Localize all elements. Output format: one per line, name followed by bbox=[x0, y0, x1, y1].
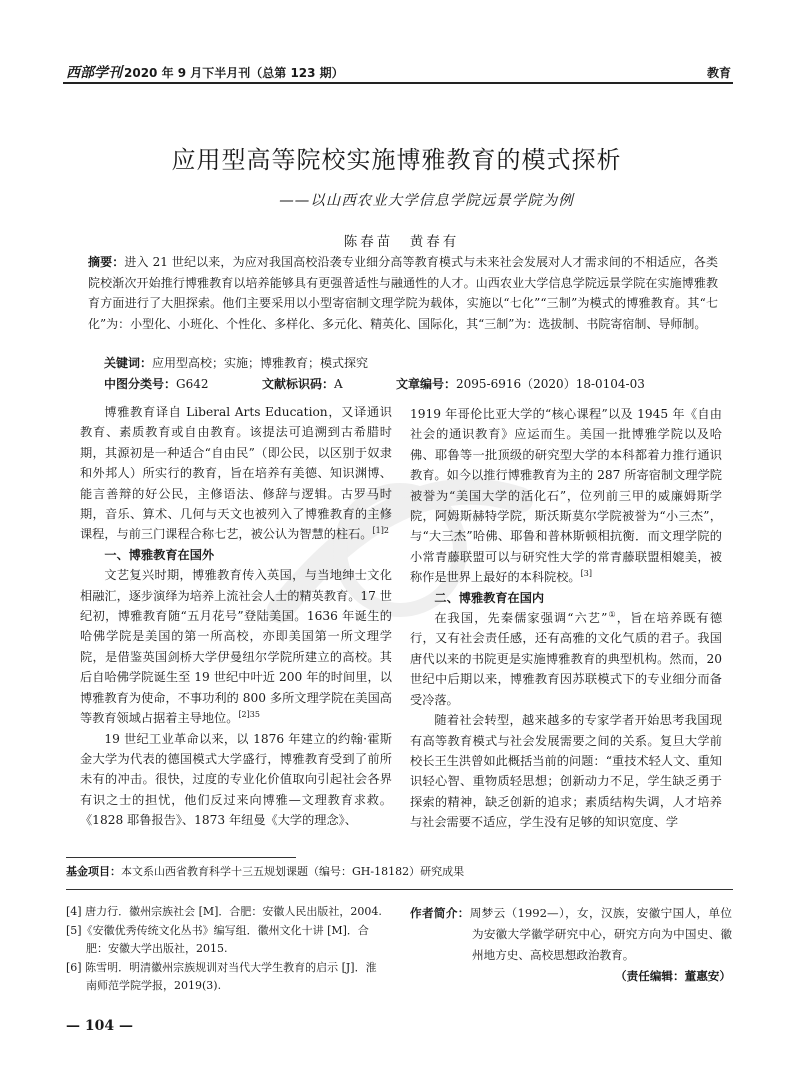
keywords-text: 应用型高校；实施；博雅教育；模式探究 bbox=[152, 356, 369, 370]
reference-item: [5]《安徽优秀传统文化丛书》编写组．徽州文化十讲 [M]．合肥：安徽大学出版社，2015. bbox=[66, 923, 369, 955]
citation: [3] bbox=[580, 569, 592, 579]
keywords bbox=[104, 354, 368, 371]
author-bio bbox=[410, 903, 732, 966]
clc-value: G642 bbox=[176, 377, 209, 391]
section-heading-domestic: 二、博雅教育在国内 bbox=[434, 590, 545, 605]
paragraph: 1919 年哥伦比亚大学的“核心课程”以及 1945 年《自由社会的通识教育》应运而生。美国一批博雅学院以及哈佛、耶鲁等一批顶级的研究型大学的本科都着力推行通识教育。如今以推行博雅教育为主的 287 所寄宿制文理学院被誉为“美国大学的活化石”，位列前三甲的威廉姆斯学院，阿姆斯赫特学院，斯沃斯莫尔学院被誉为“小三杰”，与“大三杰”哈佛、耶鲁和普林斯顿相抗衡．而文理学院的小常青藤联盟可以与研究性大学的常青藤联盟相媲美，被称作是世界上最好的本科院校。[3] bbox=[410, 407, 722, 585]
journal-header bbox=[66, 62, 344, 82]
body-left-column bbox=[80, 402, 392, 831]
article-subtitle: ——以山西农业大学信息学院远景学院为例 bbox=[279, 193, 574, 209]
paragraph: 博雅教育译自 Liberal Arts Education，又译通识教育、素质教育或自由教育。该提法可追溯到古希腊时期，其源初是一种适合“自由民”（即公民，以区别于奴隶和外邦人）所实行的教育，旨在培养有美德、知识渊博、能言善辩的好公民，主修语法、修辞与逻辑。古罗马时期，音乐、算术、几何与天文也被列入了博雅教育的主修课程，与前三门课程合称七艺，被公认为智慧的柱石。$^{[1]2}$ bbox=[80, 405, 392, 542]
reference-list bbox=[66, 903, 386, 996]
paragraph: 在我国，先秦儒家强调“六艺”①，旨在培养既有德行，又有社会责任感，还有高雅的文化气质的君子。我国唐代以来的书院更是实施博雅教育的典型机构。然而，20 世纪中后期以来，博雅教育因苏联模式下的专业细分而备受冷落。 bbox=[410, 610, 723, 707]
article-number-value: 2095-6916（2020）18-0104-03 bbox=[456, 377, 645, 391]
abstract-label: 摘要： bbox=[88, 255, 125, 269]
article-number-label: 文章编号： bbox=[396, 377, 457, 391]
responsible-editor: （责任编辑：董惠安） bbox=[615, 969, 731, 983]
clc-label: 中图分类号： bbox=[104, 377, 177, 391]
citation: [1]2 bbox=[372, 526, 389, 536]
header-rule bbox=[63, 82, 733, 84]
divider-rule bbox=[66, 889, 733, 890]
clc-number bbox=[104, 375, 209, 392]
paragraph: 19 世纪工业革命以来，以 1876 年建立的约翰·霍斯金大学为代表的德国模式大学盛行，博雅教育受到了前所未有的冲击。很快，过度的专业化价值取向引起社会各界有识之士的担忧，他们反过来向博雅—文理教育求救。《1828 耶鲁报告》、1873 年纽曼《大学的理念》、 bbox=[80, 731, 392, 828]
fund-project bbox=[66, 863, 464, 879]
paragraph: 文艺复兴时期，博雅教育传入英国，与当地绅士文化相融汇，逐步演绎为培养上流社会人士的精英教育。17 世纪初，博雅教育随“五月花号”登陆美国。1636 年诞生的哈佛学院是美国的第一所高校，亦即美国第一所文理学院，是借鉴英国剑桥大学伊曼纽尔学院所建立的高校。其后自哈佛学院诞生至 19 世纪中叶近 200 年的时间里，以博雅教育为使命，不事功利的 800 多所文理学院在美国高等教育领域占据着主导地位。$^{[2]35}$ bbox=[80, 568, 392, 726]
footnote-marker: ① bbox=[607, 610, 617, 619]
footnote-rule bbox=[66, 857, 296, 858]
page-number: — 104 — bbox=[66, 1018, 133, 1034]
reference-item: [6] 陈雪明．明清徽州宗族规训对当代大学生教育的启示 [J]．淮南师范学院学报，2019(3). bbox=[66, 960, 377, 992]
fund-label: 基金项目： bbox=[66, 865, 121, 878]
issue-info: 2020 年 9 月下半月刊（总第 123 期） bbox=[124, 66, 344, 80]
abstract-text: 进入 21 世纪以来，为应对我国高校沿袭专业细分高等教育模式与未来社会发展对人才需求间的不相适应，各类院校渐次开始推行博雅教育以培养能够具有更强普适性与融通性的人才。山西农业大学信息学院远景学院在实施博雅教育方面进行了大胆探索。他们主要采用以小型寄宿制文理学院为载体，实施以“七化”“三制”为模式的博雅教育。其“七化”为：小型化、小班化、个性化、多样化、多元化、精英化、国际化，其“三制”为：选拔制、书院寄宿制、导师制。 bbox=[88, 255, 718, 331]
section-heading-abroad: 一、博雅教育在国外 bbox=[104, 547, 215, 562]
article-number bbox=[396, 375, 645, 392]
reference-item: [4] 唐力行．徽州宗族社会 [M]．合肥：安徽人民出版社，2004. bbox=[66, 905, 382, 918]
doc-code bbox=[262, 375, 343, 392]
bio-label: 作者简介： bbox=[410, 906, 470, 920]
article-title: 应用型高等院校实施博雅教育的模式探析 bbox=[171, 146, 622, 174]
abstract bbox=[88, 252, 718, 334]
article-authors: 陈春苗 黄春有 bbox=[343, 234, 460, 250]
doc-code-label: 文献标识码： bbox=[262, 377, 335, 391]
paragraph: 随着社会转型，越来越多的专家学者开始思考我国现有高等教育模式与社会发展需要之间的关系。复旦大学前校长王生洪曾如此概括当前的问题：“重技术轻人文、重知识轻心智、重物质轻思想；创新动力不足，学生缺乏勇于探索的精神，缺乏创新的追求；素质结构失调，人才培养与社会需要不适应，学生没有足够的知识宽度、学 bbox=[410, 713, 722, 830]
body-right-column bbox=[410, 404, 722, 833]
bio-text: 周梦云（1992—），女，汉族，安徽宁国人，单位为安徽大学徽学研究中心，研究方向为中国史、徽州地方史、高校思想政治教育。 bbox=[469, 906, 732, 962]
journal-logo: 西部学刊 bbox=[66, 65, 122, 81]
citation: [2]35 bbox=[238, 710, 260, 720]
fund-text: 本文系山西省教育科学十三五规划课题（编号：GH-18182）研究成果 bbox=[121, 865, 465, 878]
doc-code-value: A bbox=[334, 377, 343, 391]
section-label: 教育 bbox=[706, 66, 731, 80]
keywords-label: 关键词： bbox=[104, 356, 153, 370]
